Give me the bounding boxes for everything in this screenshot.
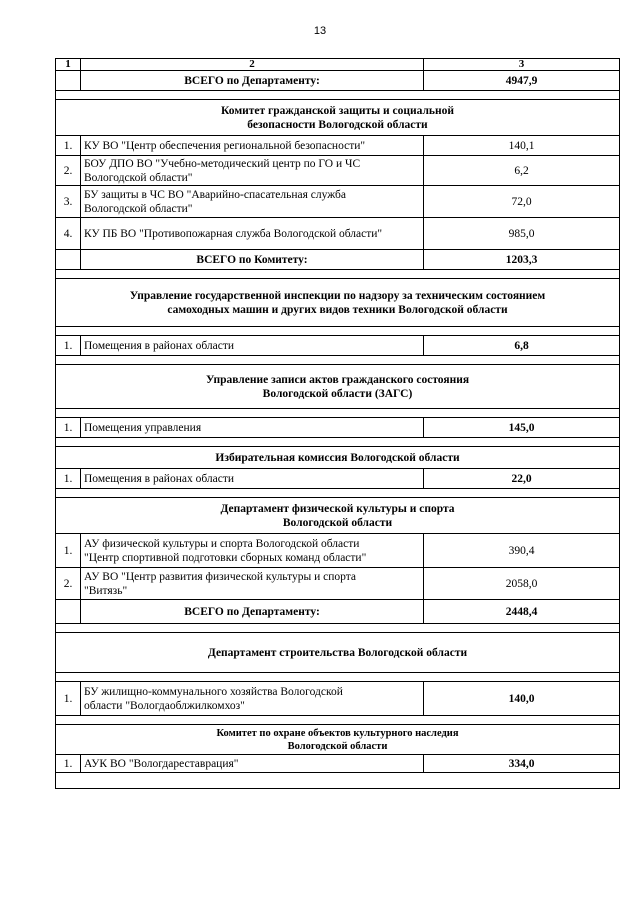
total-row <box>56 71 620 91</box>
page-number: 13 <box>313 25 327 37</box>
table-row: 1. Помещения в районах области 22,0 <box>56 469 620 489</box>
table-row: 3. БУ защиты в ЧС ВО "Аварийно-спасательная служба Вологодской области" 72,0 <box>56 186 620 218</box>
section-title: Управление записи актов гражданского состояния Вологодской области (ЗАГС) <box>56 365 620 409</box>
table-row: 1. Помещения в районах области 6,8 <box>56 336 620 356</box>
table-row: 1. АУК ВО "Вологдареставрация" 334,0 <box>56 755 620 773</box>
table-row: 1. БУ жилищно-коммунального хозяйства Вологодской области "Вологдаоблжилкомхоз" 140,0 <box>56 682 620 716</box>
property-table <box>55 58 620 789</box>
section-title: Комитет по охране объектов культурного наследия Вологодской области <box>56 725 620 755</box>
section-title: Департамент физической культуры и спорта Вологодской области <box>56 498 620 534</box>
total-row: ВСЕГО по Комитету: 1203,3 <box>56 250 620 270</box>
section-title: Управление государственной инспекции по надзору за техническим состоянием самоходных машин и других видов техники Вологодской области <box>56 279 620 327</box>
table-row: 2. АУ ВО "Центр развития физической культуры и спорта "Витязь" 2058,0 <box>56 568 620 600</box>
total-row: ВСЕГО по Департаменту: 2448,4 <box>56 600 620 624</box>
table-row: 2. БОУ ДПО ВО "Учебно-методический центр по ГО и ЧС Вологодской области" 6,2 <box>56 156 620 186</box>
total-value: 4947,9 <box>424 71 620 91</box>
total-label: ВСЕГО по Департаменту: <box>81 71 424 91</box>
section-title: Департамент строительства Вологодской области <box>56 633 620 673</box>
section-title: Избирательная комиссия Вологодской области <box>56 447 620 469</box>
table-row: 1. Помещения управления 145,0 <box>56 418 620 438</box>
table-row: 4. КУ ПБ ВО "Противопожарная служба Вологодской области" 985,0 <box>56 218 620 250</box>
column-header: 2 <box>81 59 424 71</box>
column-header: 3 <box>424 59 620 71</box>
table-row: 1. АУ физической культуры и спорта Вологодской области "Центр спортивной подготовки сборных команд области" 390,4 <box>56 534 620 568</box>
table-row: 1. КУ ВО "Центр обеспечения региональной безопасности" 140,1 <box>56 136 620 156</box>
column-header: 1 <box>56 59 81 71</box>
column-header-row <box>56 59 620 71</box>
section-title: Комитет гражданской защиты и социальной безопасности Вологодской области <box>56 100 620 136</box>
